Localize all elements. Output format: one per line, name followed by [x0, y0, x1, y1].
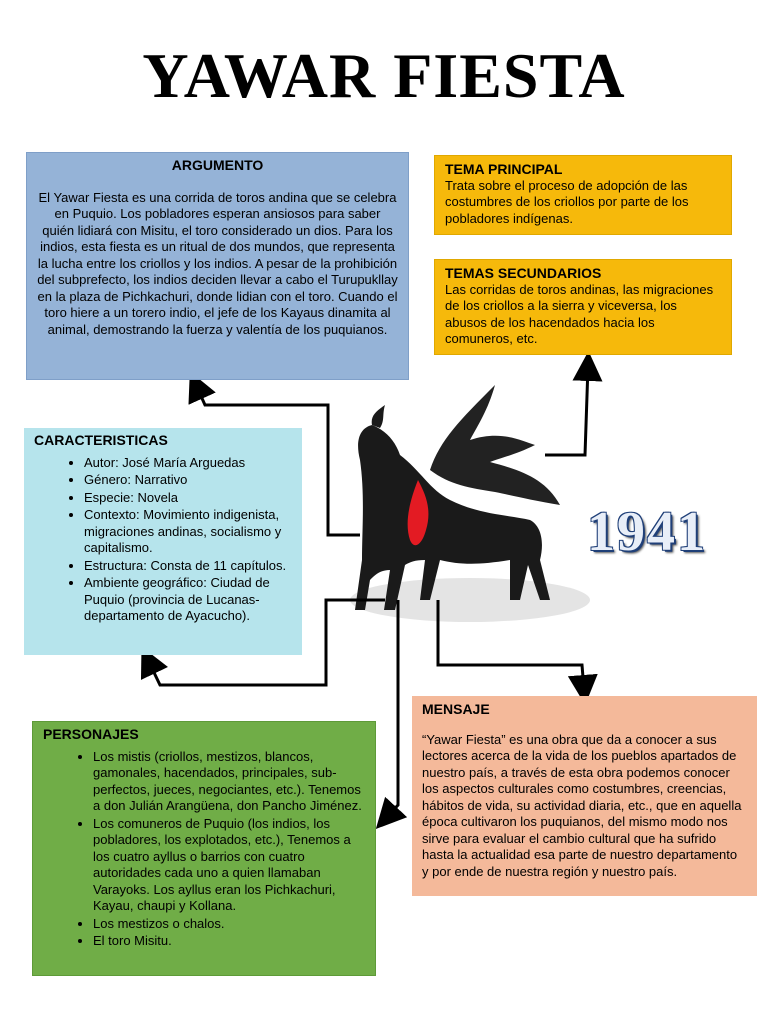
- list-item: • Los mestizos o chalos.: [93, 916, 365, 933]
- horn: [372, 405, 385, 428]
- wing-shape: [430, 385, 560, 505]
- temas-secundarios-heading: TEMAS SECUNDARIOS: [445, 265, 602, 281]
- mensaje-box: [412, 696, 757, 896]
- list-item: • Estructura: Consta de 11 capítulos.: [84, 558, 292, 575]
- argumento-heading: ARGUMENTO: [171, 157, 264, 173]
- caracteristicas-box: [24, 428, 302, 655]
- list-item: • Género: Narrativo: [84, 472, 292, 489]
- mensaje-text: “Yawar Fiesta” es una obra que da a conocer a sus lectores acerca de la vida de los pueblos apartados de nuestro país, a través de esta obra podemos conocer los aspectos culturales como costumbres, creencias, hábitos de vida, su actividad diaria, etc., que en aquella época cultivaron los puquianos, del mismo modo nos sirve para evaluar el cambio cultural que ha sufrido hasta la actualidad esa parte de nuestro departamento y por ende de nuestra región y nuestro país.: [422, 731, 742, 879]
- list-item: • Ambiente geográfico: Ciudad de Puquio (provincia de Lucanas-departamento de Ayacucho).: [84, 575, 292, 625]
- temas-secundarios-box: [434, 259, 732, 355]
- arrow-to-temas: [545, 366, 588, 455]
- tema-principal-box: [434, 155, 732, 235]
- personajes-list: [43, 749, 365, 950]
- personajes-heading: PERSONAJES: [43, 726, 139, 742]
- page-title: YAWAR FIESTA: [142, 40, 626, 111]
- temas-secundarios-text: Las corridas de toros andinas, las migraciones de los criollos a la sierra y viceversa, los abusos de los hacendados hacia los comuneros, etc.: [445, 281, 714, 346]
- personajes-box: [32, 721, 376, 976]
- caracteristicas-list: [34, 455, 292, 625]
- year-label: 1941: [587, 501, 707, 563]
- mensaje-heading: MENSAJE: [422, 701, 490, 717]
- argumento-text: El Yawar Fiesta es una corrida de toros andina que se celebra en Puquio. Los pobladores esperan ansiosos para saber quién lidiará con Misitu, el toro considerado un dios. Para los indios, esta fiesta es un ritual de dos mundos, que representa la lucha entre los criollos y los indios. A pesar de la prohibición del subprefecto, los indios deciden llevar a cabo el Turupukllay en la plaza de Pichkachuri, donde lidian con el toro. Cuando el toro hiere a un torero indio, el jefe de los Kayaus dinamita al animal, demostrando la fuerza y valentía de los puquianos.: [37, 189, 398, 337]
- argumento-box: [26, 152, 409, 380]
- caracteristicas-heading: CARACTERISTICAS: [34, 432, 168, 448]
- list-item: • El toro Misitu.: [93, 933, 365, 950]
- list-item: • Especie: Novela: [84, 490, 292, 507]
- tema-principal-heading: TEMA PRINCIPAL: [445, 161, 563, 177]
- arrow-to-personajes: [386, 600, 398, 818]
- list-item: • Los comuneros de Puquio (los indios, los pobladores, los explotados, etc.), Tenemos a los cuatro ayllus o barrios con cuatro autoridades cada uno a quien llamaban Varayoks. Los ayllus eran los Pichkachuri, Kayau, chaupi y Kollana.: [93, 816, 365, 915]
- list-item: • Contexto: Movimiento indigenista, migraciones andinas, socialismo y capitalismo.: [84, 507, 292, 557]
- tema-principal-text: Trata sobre el proceso de adopción de las costumbres de los criollos por parte de los pobladores indígenas.: [445, 177, 689, 226]
- list-item: • Los mistis (criollos, mestizos, blancos, gamonales, hacendados, principales, sub-perfectos, jueces, negociantes, etc.). Tenemos a don Julián Arangüena, don Pancho Jiménez.: [93, 749, 365, 815]
- list-item: • Autor: José María Arguedas: [84, 455, 292, 472]
